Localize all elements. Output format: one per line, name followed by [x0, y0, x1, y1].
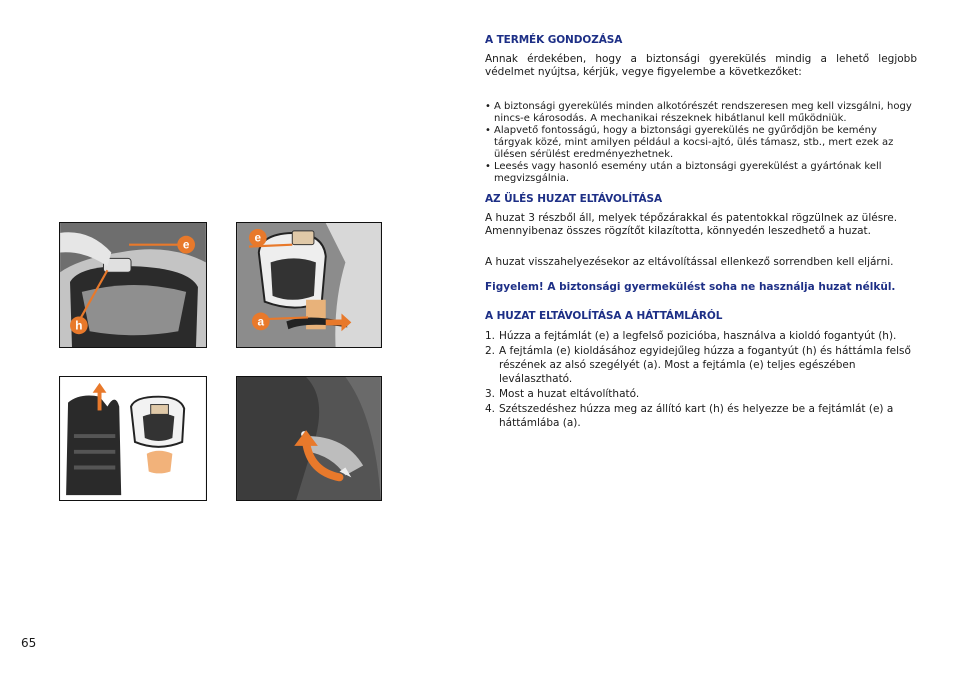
page-number: 65	[21, 636, 37, 650]
step-number: 2.	[485, 345, 496, 357]
care-bullet-list	[485, 101, 917, 185]
cover-heading: AZ ÜLÉS HUZAT ELTÁVOLÍTÁSA	[485, 193, 662, 205]
step-number: 1.	[485, 330, 496, 342]
figure-headrest-insert	[236, 376, 382, 501]
care-bullet: • Alapvető fontosságú, hogy a biztonsági gyerekülés ne gyűrődjön be kemény tárgyak közé, mint amilyen például a kocsi-ajtó, ülés támasz, stb., mert ezek az ülésen sérülést eredményezhetnek.	[485, 125, 917, 161]
text-column	[485, 34, 917, 430]
step-number: 4.	[485, 403, 496, 415]
figure-3-drawing	[60, 377, 206, 500]
care-heading: A TERMÉK GONDOZÁSA	[485, 34, 623, 46]
label-e: e	[182, 237, 190, 252]
figure-4-drawing	[237, 377, 381, 500]
backrest-heading: A HUZAT ELTÁVOLÍTÁSA A HÁTTÁMLÁRÓL	[485, 310, 723, 322]
label-e: e	[254, 230, 262, 245]
cover-paragraph-1: A huzat 3 részből áll, melyek tépőzárakkal és patentokkal rögzülnek az ülésre. Amennyibenaz összes rögzítőt kilazította, könnyedén leszedhető a huzat.	[485, 212, 898, 237]
step-item	[485, 387, 917, 401]
step-item	[485, 402, 917, 430]
figure-2-drawing	[237, 223, 381, 347]
step-text: Most a huzat eltávolítható.	[499, 388, 640, 400]
figure-headrest-handle	[59, 222, 207, 348]
cover-warning: Figyelem! A biztonsági gyermekülést soha ne használja huzat nélkül.	[485, 281, 896, 293]
step-item	[485, 344, 917, 386]
label-a: a	[257, 314, 265, 329]
step-text: Szétszedéshez húzza meg az állító kart (h) és helyezze be a fejtámlát (e) a háttámlába (a).	[499, 403, 894, 429]
backrest-steps	[485, 329, 917, 430]
care-bullet: • A biztonsági gyerekülés minden alkotórészét rendszeresen meg kell vizsgálni, hogy nincs-e károsodás. A mechanikai részeknek hibátlanul kell működniük.	[485, 101, 917, 125]
step-number: 3.	[485, 388, 496, 400]
figure-headrest-release	[236, 222, 382, 348]
step-text: A fejtámla (e) kioldásához egyidejűleg húzza a fogantyút (h) és háttámla felső részének az alsó szegélyét (a). Most a fejtámla (e) teljes egészében leválasztható.	[499, 345, 911, 385]
cover-paragraph-2: A huzat visszahelyezésekor az eltávolítással ellenkező sorrendben kell eljárni.	[485, 256, 894, 268]
label-h: h	[75, 318, 83, 333]
figure-cover-removal	[59, 376, 207, 501]
figure-1-drawing	[60, 223, 206, 347]
care-intro: Annak érdekében, hogy a biztonsági gyerekülés mindig a lehető legjobb védelmet nyújtsa, kérjük, vegye figyelembe a következőket:	[485, 53, 917, 78]
step-item	[485, 329, 917, 343]
care-bullet: • Leesés vagy hasonló esemény után a biztonsági gyerekülést a gyártónak kell megvizsgálnia.	[485, 161, 917, 185]
step-text: Húzza a fejtámlát (e) a legfelső pozicióba, használva a kioldó fogantyút (h).	[499, 330, 897, 342]
